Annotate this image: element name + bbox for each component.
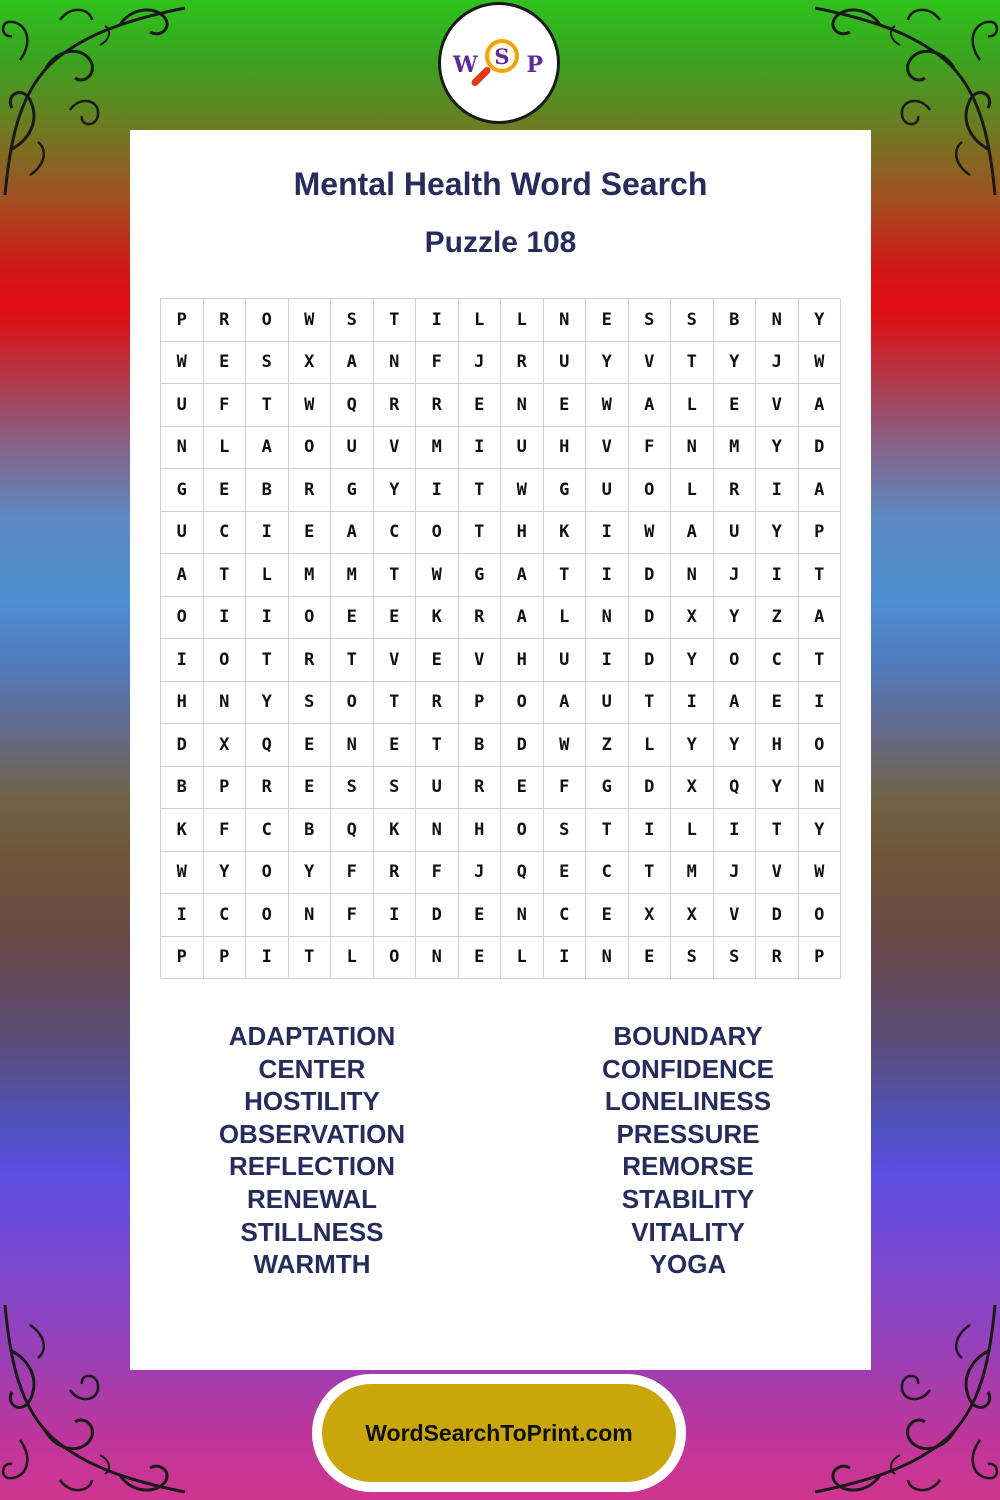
grid-cell[interactable]: U xyxy=(161,384,204,427)
grid-cell[interactable]: U xyxy=(544,639,587,682)
grid-cell[interactable]: Y xyxy=(714,724,757,767)
grid-cell[interactable]: C xyxy=(586,852,629,895)
grid-cell[interactable]: L xyxy=(204,427,247,470)
grid-cell[interactable]: T xyxy=(374,299,417,342)
grid-cell[interactable]: N xyxy=(586,597,629,640)
grid-cell[interactable]: L xyxy=(544,597,587,640)
grid-cell[interactable]: T xyxy=(756,809,799,852)
grid-cell[interactable]: T xyxy=(544,554,587,597)
grid-cell[interactable]: W xyxy=(289,299,332,342)
grid-cell[interactable]: S xyxy=(246,342,289,385)
grid-cell[interactable]: G xyxy=(459,554,502,597)
grid-cell[interactable]: L xyxy=(459,299,502,342)
grid-cell[interactable]: N xyxy=(289,894,332,937)
grid-cell[interactable]: N xyxy=(331,724,374,767)
grid-cell[interactable]: M xyxy=(289,554,332,597)
grid-cell[interactable]: D xyxy=(416,894,459,937)
grid-cell[interactable]: T xyxy=(204,554,247,597)
grid-cell[interactable]: O xyxy=(799,724,842,767)
grid-cell[interactable]: T xyxy=(459,512,502,555)
grid-cell[interactable]: R xyxy=(374,384,417,427)
grid-cell[interactable]: J xyxy=(459,852,502,895)
grid-cell[interactable]: O xyxy=(246,894,289,937)
grid-cell[interactable]: N xyxy=(671,427,714,470)
grid-cell[interactable]: K xyxy=(544,512,587,555)
grid-cell[interactable]: W xyxy=(799,852,842,895)
word-list-item: REFLECTION xyxy=(228,1151,396,1182)
grid-cell[interactable]: Y xyxy=(671,724,714,767)
grid-cell[interactable]: I xyxy=(629,809,672,852)
grid-cell[interactable]: V xyxy=(374,427,417,470)
grid-cell[interactable]: Y xyxy=(799,809,842,852)
grid-cell[interactable]: D xyxy=(629,767,672,810)
grid-cell[interactable]: Y xyxy=(289,852,332,895)
grid-cell[interactable]: A xyxy=(246,427,289,470)
grid-cell[interactable]: Y xyxy=(714,597,757,640)
grid-cell[interactable]: A xyxy=(501,597,544,640)
grid-cell[interactable]: F xyxy=(416,342,459,385)
grid-cell[interactable]: F xyxy=(204,809,247,852)
grid-cell[interactable]: W xyxy=(586,384,629,427)
puzzle-number: Puzzle 108 xyxy=(424,226,577,259)
grid-cell[interactable]: N xyxy=(586,937,629,980)
grid-cell[interactable]: O xyxy=(501,809,544,852)
grid-cell[interactable]: P xyxy=(161,299,204,342)
grid-cell[interactable]: I xyxy=(374,894,417,937)
grid-cell[interactable]: E xyxy=(756,682,799,725)
grid-cell[interactable]: U xyxy=(161,512,204,555)
grid-cell[interactable]: U xyxy=(331,427,374,470)
grid-cell[interactable]: Y xyxy=(756,427,799,470)
page-title: Mental Health Word Search xyxy=(293,166,708,202)
grid-cell[interactable]: L xyxy=(331,937,374,980)
grid-cell[interactable]: E xyxy=(501,767,544,810)
word-list-item: HOSTILITY xyxy=(244,1086,380,1117)
grid-cell[interactable]: G xyxy=(544,469,587,512)
grid-cell[interactable]: E xyxy=(586,299,629,342)
grid-cell[interactable]: O xyxy=(204,639,247,682)
grid-cell[interactable]: E xyxy=(459,894,502,937)
grid-cell[interactable]: Y xyxy=(246,682,289,725)
grid-cell[interactable]: H xyxy=(501,512,544,555)
grid-cell[interactable]: M xyxy=(416,427,459,470)
grid-cell[interactable]: O xyxy=(416,512,459,555)
grid-cell[interactable]: M xyxy=(714,427,757,470)
grid-cell[interactable]: N xyxy=(501,384,544,427)
grid-cell[interactable]: F xyxy=(331,852,374,895)
grid-cell[interactable]: T xyxy=(671,342,714,385)
grid-cell[interactable]: E xyxy=(459,937,502,980)
word-list-item: VITALITY xyxy=(631,1216,745,1247)
grid-cell[interactable]: L xyxy=(246,554,289,597)
word-list-item: RENEWAL xyxy=(247,1183,377,1214)
grid-cell[interactable]: X xyxy=(629,894,672,937)
logo-letter-p: P xyxy=(526,52,543,78)
grid-cell[interactable]: H xyxy=(459,809,502,852)
grid-cell[interactable]: V xyxy=(629,342,672,385)
word-list-item: PRESSURE xyxy=(616,1118,760,1149)
grid-cell[interactable]: W xyxy=(799,342,842,385)
grid-cell[interactable]: W xyxy=(416,554,459,597)
grid-cell[interactable]: R xyxy=(756,937,799,980)
grid-cell[interactable]: T xyxy=(629,682,672,725)
grid-cell[interactable]: E xyxy=(416,639,459,682)
word-list-item: STABILITY xyxy=(621,1183,755,1214)
grid-cell[interactable]: Q xyxy=(246,724,289,767)
grid-cell[interactable]: H xyxy=(756,724,799,767)
grid-cell[interactable]: H xyxy=(501,639,544,682)
grid-cell[interactable]: Y xyxy=(586,342,629,385)
grid-cell[interactable]: L xyxy=(671,809,714,852)
grid-cell[interactable]: I xyxy=(204,597,247,640)
grid-cell[interactable]: K xyxy=(416,597,459,640)
puzzle-card xyxy=(130,130,871,1370)
word-list-item: STILLNESS xyxy=(240,1216,384,1247)
grid-cell[interactable]: G xyxy=(586,767,629,810)
grid-cell[interactable]: T xyxy=(416,724,459,767)
grid-cell[interactable]: U xyxy=(501,427,544,470)
grid-cell[interactable]: D xyxy=(501,724,544,767)
wsp-logo[interactable] xyxy=(438,2,560,124)
grid-cell[interactable]: A xyxy=(799,469,842,512)
grid-cell[interactable]: T xyxy=(246,639,289,682)
grid-cell[interactable]: A xyxy=(331,342,374,385)
grid-cell[interactable]: A xyxy=(671,512,714,555)
grid-cell[interactable]: F xyxy=(629,427,672,470)
grid-cell[interactable]: O xyxy=(714,639,757,682)
grid-cell[interactable]: S xyxy=(331,767,374,810)
grid-cell[interactable]: R xyxy=(416,384,459,427)
grid-cell[interactable]: T xyxy=(629,852,672,895)
grid-cell[interactable]: H xyxy=(544,427,587,470)
grid-cell[interactable]: A xyxy=(799,597,842,640)
grid-cell[interactable]: I xyxy=(416,469,459,512)
grid-cell[interactable]: Y xyxy=(756,512,799,555)
word-list-item: LONELINESS xyxy=(604,1086,772,1117)
grid-cell[interactable]: S xyxy=(289,682,332,725)
grid-cell[interactable]: S xyxy=(331,299,374,342)
grid-cell[interactable]: S xyxy=(544,809,587,852)
grid-cell[interactable]: Q xyxy=(331,809,374,852)
grid-cell[interactable]: S xyxy=(671,299,714,342)
grid-cell[interactable]: I xyxy=(161,639,204,682)
grid-cell[interactable]: R xyxy=(416,682,459,725)
grid-cell[interactable]: J xyxy=(714,554,757,597)
grid-cell[interactable]: E xyxy=(289,767,332,810)
grid-cell[interactable]: C xyxy=(756,639,799,682)
grid-cell[interactable]: M xyxy=(671,852,714,895)
grid-cell[interactable]: E xyxy=(289,512,332,555)
grid-cell[interactable]: D xyxy=(629,554,672,597)
grid-cell[interactable]: K xyxy=(161,809,204,852)
logo-letter-w: W xyxy=(453,52,478,78)
grid-cell[interactable]: E xyxy=(374,724,417,767)
grid-cell[interactable]: I xyxy=(246,597,289,640)
grid-cell[interactable]: D xyxy=(799,427,842,470)
grid-cell[interactable]: T xyxy=(331,639,374,682)
grid-cell[interactable]: I xyxy=(586,639,629,682)
grid-cell[interactable]: D xyxy=(161,724,204,767)
grid-cell[interactable]: F xyxy=(416,852,459,895)
grid-cell[interactable]: O xyxy=(246,299,289,342)
grid-cell[interactable]: A xyxy=(544,682,587,725)
grid-cell[interactable]: O xyxy=(246,852,289,895)
grid-cell[interactable]: O xyxy=(374,937,417,980)
grid-cell[interactable]: T xyxy=(586,809,629,852)
grid-cell[interactable]: P xyxy=(161,937,204,980)
grid-cell[interactable]: A xyxy=(331,512,374,555)
grid-cell[interactable]: I xyxy=(246,937,289,980)
grid-cell[interactable]: A xyxy=(161,554,204,597)
grid-cell[interactable]: Y xyxy=(799,299,842,342)
grid-cell[interactable]: C xyxy=(204,512,247,555)
grid-cell[interactable]: N xyxy=(671,554,714,597)
word-list-item: ADAPTATION xyxy=(228,1021,396,1051)
word-list-item: REMORSE xyxy=(622,1151,754,1182)
grid-cell[interactable]: I xyxy=(544,937,587,980)
grid-cell[interactable]: P xyxy=(799,512,842,555)
grid-cell[interactable]: D xyxy=(629,597,672,640)
grid-cell[interactable]: R xyxy=(289,469,332,512)
grid-cell[interactable]: I xyxy=(161,894,204,937)
grid-cell[interactable]: Q xyxy=(501,852,544,895)
grid-cell[interactable]: H xyxy=(161,682,204,725)
grid-cell[interactable]: T xyxy=(799,639,842,682)
grid-cell[interactable]: T xyxy=(799,554,842,597)
grid-cell[interactable]: P xyxy=(204,937,247,980)
grid-cell[interactable]: C xyxy=(246,809,289,852)
grid-cell[interactable]: E xyxy=(459,384,502,427)
grid-cell[interactable]: W xyxy=(544,724,587,767)
word-list-item: CENTER xyxy=(258,1053,366,1084)
grid-cell[interactable]: N xyxy=(204,682,247,725)
grid-cell[interactable]: E xyxy=(714,384,757,427)
grid-cell[interactable]: T xyxy=(374,554,417,597)
grid-cell[interactable]: V xyxy=(586,427,629,470)
grid-cell[interactable]: I xyxy=(586,512,629,555)
grid-cell[interactable]: T xyxy=(459,469,502,512)
grid-cell[interactable]: I xyxy=(671,682,714,725)
grid-cell[interactable]: V xyxy=(714,894,757,937)
grid-cell[interactable]: X xyxy=(671,767,714,810)
grid-cell[interactable]: C xyxy=(204,894,247,937)
grid-cell[interactable]: B xyxy=(289,809,332,852)
grid-cell[interactable]: R xyxy=(501,342,544,385)
word-list-left xyxy=(162,1020,462,1281)
grid-cell[interactable]: E xyxy=(289,724,332,767)
letter-grid xyxy=(160,298,840,978)
grid-cell[interactable]: Z xyxy=(756,597,799,640)
grid-cell[interactable]: U xyxy=(586,469,629,512)
grid-cell[interactable]: V xyxy=(459,639,502,682)
grid-cell[interactable]: I xyxy=(586,554,629,597)
grid-cell[interactable]: I xyxy=(714,809,757,852)
grid-cell[interactable]: W xyxy=(629,512,672,555)
grid-cell[interactable]: U xyxy=(586,682,629,725)
grid-cell[interactable]: Z xyxy=(586,724,629,767)
grid-cell[interactable]: A xyxy=(629,384,672,427)
grid-cell[interactable]: P xyxy=(799,937,842,980)
grid-cell[interactable]: E xyxy=(586,894,629,937)
grid-cell[interactable]: S xyxy=(714,937,757,980)
grid-cell[interactable]: Q xyxy=(714,767,757,810)
grid-cell[interactable]: U xyxy=(416,767,459,810)
grid-cell[interactable]: G xyxy=(161,469,204,512)
grid-cell[interactable]: Y xyxy=(671,639,714,682)
word-list-item: YOGA xyxy=(649,1249,727,1280)
grid-cell[interactable]: S xyxy=(671,937,714,980)
grid-cell[interactable]: O xyxy=(289,597,332,640)
grid-cell[interactable]: O xyxy=(161,597,204,640)
grid-cell[interactable]: R xyxy=(246,767,289,810)
grid-cell[interactable]: B xyxy=(246,469,289,512)
grid-cell[interactable]: M xyxy=(331,554,374,597)
grid-cell[interactable]: D xyxy=(756,894,799,937)
grid-cell[interactable]: Y xyxy=(756,767,799,810)
grid-cell[interactable]: J xyxy=(756,342,799,385)
grid-cell[interactable]: V xyxy=(374,639,417,682)
grid-cell[interactable]: T xyxy=(374,682,417,725)
grid-cell[interactable]: A xyxy=(501,554,544,597)
grid-cell[interactable]: E xyxy=(204,469,247,512)
grid-cell[interactable]: R xyxy=(374,852,417,895)
grid-cell[interactable]: L xyxy=(501,299,544,342)
grid-cell[interactable]: P xyxy=(204,767,247,810)
word-list-item: WARMTH xyxy=(253,1249,371,1280)
footer-badge[interactable] xyxy=(312,1374,686,1492)
grid-cell[interactable]: R xyxy=(204,299,247,342)
grid-cell[interactable]: P xyxy=(459,682,502,725)
grid-cell[interactable]: I xyxy=(246,512,289,555)
grid-cell[interactable]: W xyxy=(161,852,204,895)
grid-cell[interactable]: S xyxy=(374,767,417,810)
grid-cell[interactable]: X xyxy=(204,724,247,767)
grid-cell[interactable]: I xyxy=(756,469,799,512)
grid-cell[interactable]: J xyxy=(714,852,757,895)
site-link[interactable]: WordSearchToPrint.com xyxy=(322,1384,676,1482)
grid-cell[interactable]: N xyxy=(501,894,544,937)
grid-cell[interactable]: U xyxy=(544,342,587,385)
word-list-item: BOUNDARY xyxy=(613,1021,763,1051)
grid-cell[interactable]: V xyxy=(756,852,799,895)
grid-cell[interactable]: O xyxy=(799,894,842,937)
grid-cell[interactable]: T xyxy=(246,384,289,427)
grid-cell[interactable]: E xyxy=(374,597,417,640)
grid-cell[interactable]: E xyxy=(544,384,587,427)
grid-cell[interactable]: A xyxy=(799,384,842,427)
grid-cell[interactable]: L xyxy=(629,724,672,767)
grid-cell[interactable]: G xyxy=(331,469,374,512)
grid-cell[interactable]: W xyxy=(501,469,544,512)
grid-cell[interactable]: E xyxy=(331,597,374,640)
grid-cell[interactable]: O xyxy=(501,682,544,725)
grid-cell[interactable]: X xyxy=(671,597,714,640)
grid-cell[interactable]: E xyxy=(204,342,247,385)
word-list-item: OBSERVATION xyxy=(218,1118,406,1149)
grid-cell[interactable]: F xyxy=(331,894,374,937)
grid-cell[interactable]: N xyxy=(756,299,799,342)
grid-cell[interactable]: Q xyxy=(331,384,374,427)
grid-cell[interactable]: C xyxy=(374,512,417,555)
grid-cell[interactable]: R xyxy=(459,597,502,640)
grid-cell[interactable]: O xyxy=(629,469,672,512)
grid-cell[interactable]: Y xyxy=(714,342,757,385)
grid-cell[interactable]: B xyxy=(714,299,757,342)
grid-cell[interactable]: N xyxy=(544,299,587,342)
grid-cell[interactable]: N xyxy=(416,809,459,852)
grid-cell[interactable]: R xyxy=(289,639,332,682)
grid-cell[interactable]: I xyxy=(459,427,502,470)
grid-cell[interactable]: E xyxy=(629,937,672,980)
grid-cell[interactable]: W xyxy=(161,342,204,385)
grid-cell[interactable]: N xyxy=(161,427,204,470)
grid-cell[interactable]: X xyxy=(671,894,714,937)
grid-cell[interactable]: N xyxy=(416,937,459,980)
grid-cell[interactable]: R xyxy=(459,767,502,810)
grid-cell[interactable]: F xyxy=(544,767,587,810)
grid-cell[interactable]: L xyxy=(501,937,544,980)
grid-cell[interactable]: V xyxy=(756,384,799,427)
grid-cell[interactable]: E xyxy=(544,852,587,895)
grid-cell[interactable]: L xyxy=(671,384,714,427)
grid-cell[interactable]: N xyxy=(799,767,842,810)
grid-cell[interactable]: S xyxy=(629,299,672,342)
grid-cell[interactable]: Y xyxy=(204,852,247,895)
grid-cell[interactable]: T xyxy=(289,937,332,980)
grid-cell[interactable]: R xyxy=(714,469,757,512)
grid-cell[interactable]: I xyxy=(416,299,459,342)
grid-cell[interactable]: I xyxy=(756,554,799,597)
magnifier-icon: S xyxy=(485,39,519,73)
word-list-item: CONFIDENCE xyxy=(602,1053,774,1084)
grid-cell[interactable]: B xyxy=(161,767,204,810)
grid-cell[interactable]: B xyxy=(459,724,502,767)
grid-cell[interactable]: K xyxy=(374,809,417,852)
word-list-right xyxy=(538,1020,838,1281)
grid-cell[interactable]: U xyxy=(714,512,757,555)
grid-cell[interactable]: Y xyxy=(374,469,417,512)
grid-cell[interactable]: D xyxy=(629,639,672,682)
grid-cell[interactable]: L xyxy=(671,469,714,512)
grid-cell[interactable]: W xyxy=(289,384,332,427)
grid-cell[interactable]: C xyxy=(544,894,587,937)
grid-cell[interactable]: F xyxy=(204,384,247,427)
grid-cell[interactable]: N xyxy=(374,342,417,385)
grid-cell[interactable]: J xyxy=(459,342,502,385)
grid-cell[interactable]: A xyxy=(714,682,757,725)
grid-cell[interactable]: O xyxy=(331,682,374,725)
grid-cell[interactable]: I xyxy=(799,682,842,725)
grid-cell[interactable]: X xyxy=(289,342,332,385)
grid-cell[interactable]: O xyxy=(289,427,332,470)
